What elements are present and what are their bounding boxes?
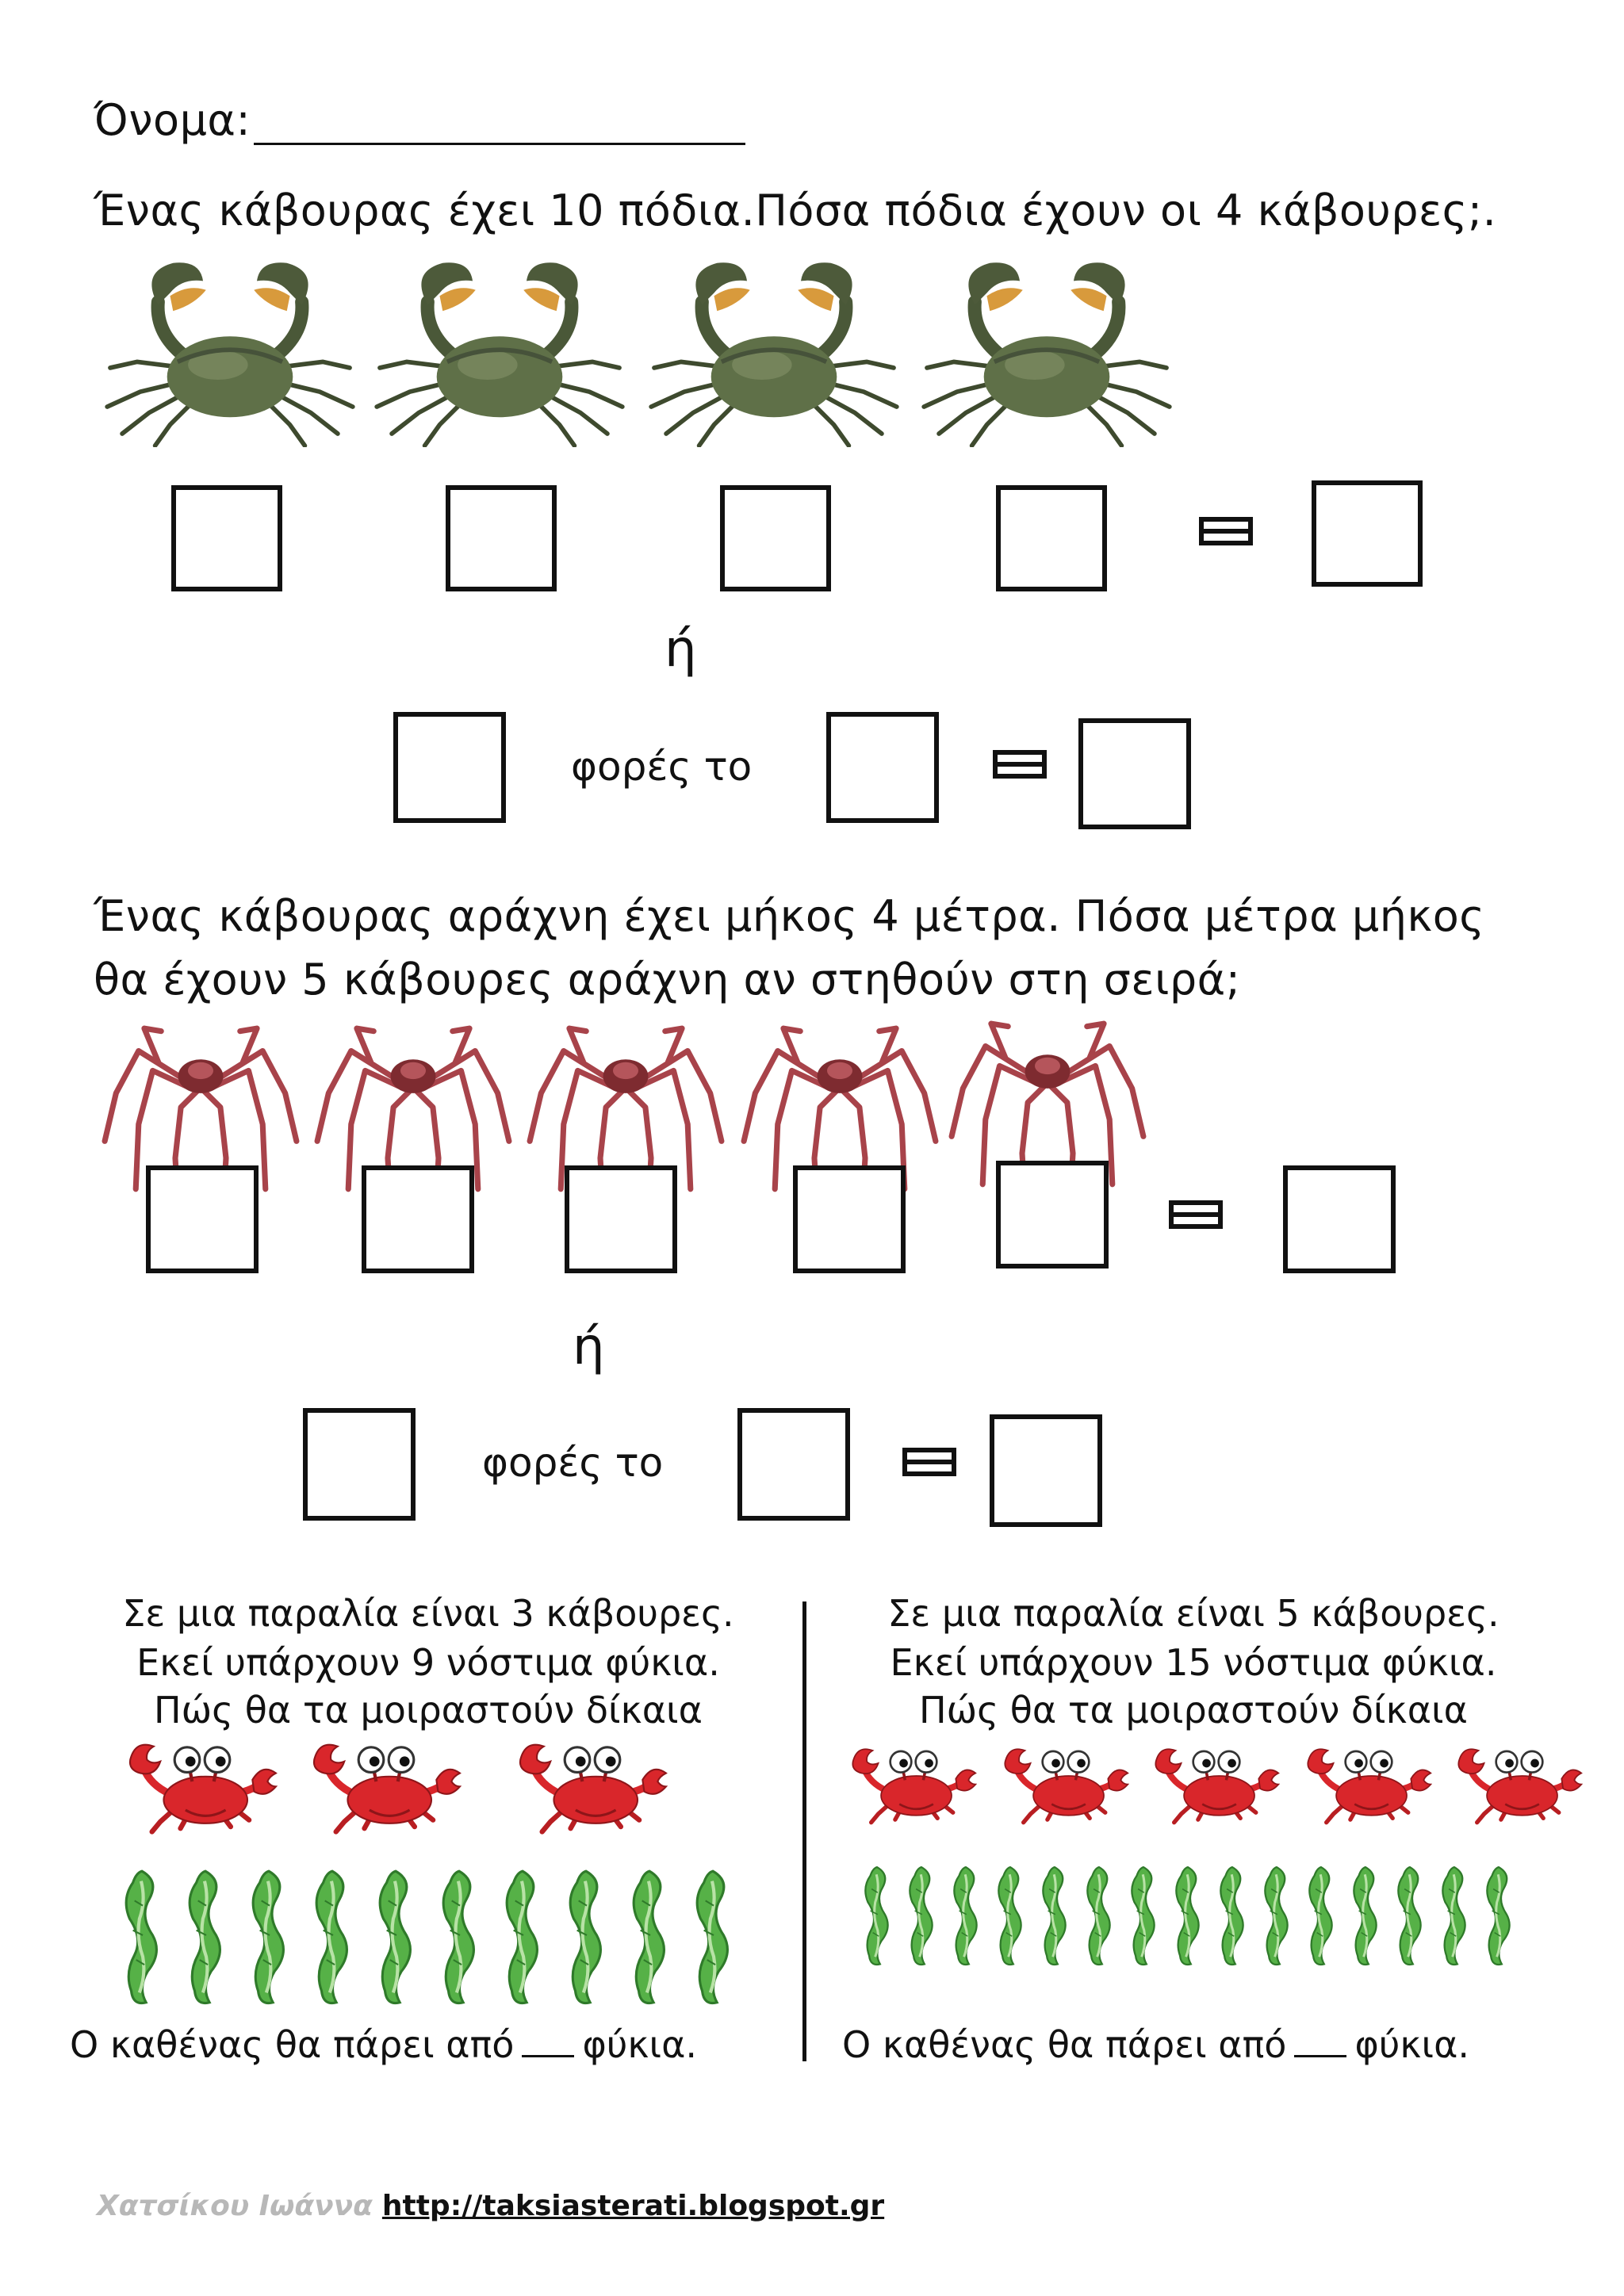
problem4-line2: Εκεί υπάρχουν 15 νόστιμα φύκια.: [890, 1641, 1497, 1684]
seaweed-icon: [435, 1868, 484, 2007]
answer-box[interactable]: [393, 712, 506, 823]
seaweed-icon: [1394, 1865, 1426, 1968]
equals-sign: [1169, 1200, 1223, 1229]
problem1-text: Ένας κάβουρας έχει 10 πόδια.Πόσα πόδια έχουν οι 4 κάβουρες;.: [94, 186, 1497, 235]
seaweed-icon: [117, 1868, 167, 2007]
cartoon-crab-icon: [1002, 1744, 1129, 1827]
green-crab-icon: [365, 260, 634, 447]
seaweed-icon: [1083, 1865, 1115, 1968]
answer-prefix: Ο καθένας θα πάρει από: [842, 2023, 1287, 2066]
answer-box[interactable]: [793, 1165, 906, 1273]
column-divider: [802, 1601, 806, 2061]
seaweed-icon: [1438, 1865, 1470, 1968]
answer-box[interactable]: [303, 1408, 416, 1521]
seaweed-icon: [244, 1868, 293, 2007]
seaweed-icon: [1216, 1865, 1248, 1968]
name-field[interactable]: [94, 95, 745, 145]
seaweed-icon: [950, 1865, 982, 1968]
result-box[interactable]: [1078, 718, 1191, 829]
footer-url-link[interactable]: http://taksiasterati.blogspot.gr: [381, 2190, 885, 2222]
result-box[interactable]: [1312, 480, 1423, 587]
cartoon-crab-icon: [1153, 1744, 1280, 1827]
problem2-line2: θα έχουν 5 κάβουρες αράχνη αν στηθούν στη σειρά;: [94, 955, 1241, 1004]
problem2-line1: Ένας κάβουρας αράχνη έχει μήκος 4 μέτρα. Πόσα μέτρα μήκος: [94, 891, 1485, 941]
times-label: φορές το: [571, 744, 753, 790]
problem4-line1: Σε μια παραλία είναι 5 κάβουρες.: [887, 1592, 1500, 1635]
green-crab-icon: [639, 260, 909, 447]
problem4-answer[interactable]: [842, 2023, 1469, 2066]
name-label: Όνομα:: [94, 95, 251, 145]
answer-box[interactable]: [996, 485, 1107, 591]
answer-blank[interactable]: [522, 2026, 574, 2057]
seaweed-icon: [1128, 1865, 1159, 1968]
footer-author: Χατσίκου Ιωάννα: [97, 2190, 373, 2222]
answer-box[interactable]: [146, 1165, 259, 1273]
seaweed-icon: [994, 1865, 1026, 1968]
seaweed-icon: [688, 1868, 737, 2007]
seaweed-icon: [1261, 1865, 1293, 1968]
problem3-answer[interactable]: [70, 2023, 697, 2066]
seaweed-icon: [1350, 1865, 1381, 1968]
result-box[interactable]: [1283, 1165, 1396, 1273]
equals-sign: [902, 1448, 956, 1476]
problem3-line2: Εκεί υπάρχουν 9 νόστιμα φύκια.: [136, 1641, 720, 1684]
seaweed-icon: [861, 1865, 893, 1968]
cartoon-crab-icon: [311, 1739, 462, 1836]
cartoon-crab-icon: [1456, 1744, 1583, 1827]
seaweed-icon: [561, 1868, 611, 2007]
footer: [97, 2190, 884, 2222]
seaweed-icon: [308, 1868, 357, 2007]
answer-box[interactable]: [362, 1165, 474, 1273]
times-label: φορές το: [482, 1440, 664, 1486]
answer-prefix: Ο καθένας θα πάρει από: [70, 2023, 515, 2066]
seaweed-icon: [181, 1868, 230, 2007]
cartoon-crab-icon: [1305, 1744, 1432, 1827]
answer-box[interactable]: [826, 712, 939, 823]
green-crab-icon: [912, 260, 1182, 447]
answer-suffix: φύκια.: [582, 2023, 698, 2066]
problem3-line3: Πώς θα τα μοιραστούν δίκαια: [154, 1689, 703, 1732]
result-box[interactable]: [990, 1414, 1102, 1527]
seaweed-icon: [1172, 1865, 1204, 1968]
answer-box[interactable]: [565, 1165, 677, 1273]
problem3-line1: Σε μια παραλία είναι 3 κάβουρες.: [122, 1592, 734, 1635]
seaweed-icon: [1305, 1865, 1337, 1968]
cartoon-crab-icon: [850, 1744, 977, 1827]
equals-sign: [1199, 517, 1253, 545]
seaweed-icon: [1039, 1865, 1071, 1968]
answer-box[interactable]: [171, 485, 282, 591]
seaweed-icon: [625, 1868, 674, 2007]
seaweed-icon: [371, 1868, 420, 2007]
or-label: ή: [573, 1318, 605, 1376]
green-crab-icon: [95, 260, 365, 447]
cartoon-crab-icon: [517, 1739, 668, 1836]
answer-box[interactable]: [720, 485, 831, 591]
problem4-line3: Πώς θα τα μοιραστούν δίκαια: [919, 1689, 1468, 1732]
or-label: ή: [665, 620, 697, 679]
answer-suffix: φύκια.: [1354, 2023, 1470, 2066]
name-line[interactable]: [254, 103, 745, 145]
answer-blank[interactable]: [1294, 2026, 1346, 2057]
equals-sign: [993, 750, 1047, 779]
answer-box[interactable]: [737, 1408, 850, 1521]
seaweed-icon: [1483, 1865, 1515, 1968]
answer-box[interactable]: [996, 1161, 1109, 1269]
seaweed-icon: [498, 1868, 547, 2007]
answer-box[interactable]: [446, 485, 557, 591]
seaweed-icon: [906, 1865, 937, 1968]
cartoon-crab-icon: [127, 1739, 278, 1836]
